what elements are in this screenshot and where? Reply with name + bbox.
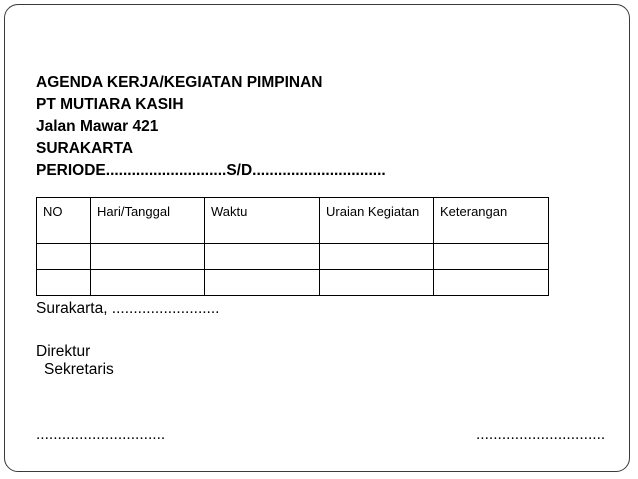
- table-cell: [434, 270, 549, 296]
- table-row: [37, 244, 549, 270]
- signer-title-secretary: Sekretaris: [44, 361, 114, 378]
- table-cell: [37, 270, 91, 296]
- header-waktu: Waktu: [205, 198, 320, 244]
- signature-line-left: ..............................: [36, 426, 166, 443]
- agenda-table: [36, 197, 549, 296]
- signature-line-right: ..............................: [476, 426, 606, 443]
- table-cell: [205, 244, 320, 270]
- company-address: Jalan Mawar 421: [36, 118, 159, 135]
- table-cell: [91, 244, 205, 270]
- signer-block: [36, 343, 114, 379]
- header-uraian-kegiatan: Uraian Kegiatan: [320, 198, 434, 244]
- table-cell: [320, 244, 434, 270]
- table-row: [37, 270, 549, 296]
- table-cell: [37, 244, 91, 270]
- signer-title-director: Direktur: [36, 343, 91, 360]
- company-city: SURAKARTA: [36, 140, 134, 157]
- place-date-line: Surakarta, .........................: [36, 300, 220, 317]
- company-name: PT MUTIARA KASIH: [36, 96, 184, 113]
- agenda-title: AGENDA KERJA/KEGIATAN PIMPINAN: [36, 74, 323, 91]
- document-heading: [36, 72, 386, 182]
- table-cell: [320, 270, 434, 296]
- header-no: NO: [37, 198, 91, 244]
- header-keterangan: Keterangan: [434, 198, 549, 244]
- period-line: PERIODE............................S/D...............................: [36, 162, 386, 179]
- table-header-row: [37, 198, 549, 244]
- table-cell: [205, 270, 320, 296]
- table-cell: [91, 270, 205, 296]
- table-cell: [434, 244, 549, 270]
- header-hari-tanggal: Hari/Tanggal: [91, 198, 205, 244]
